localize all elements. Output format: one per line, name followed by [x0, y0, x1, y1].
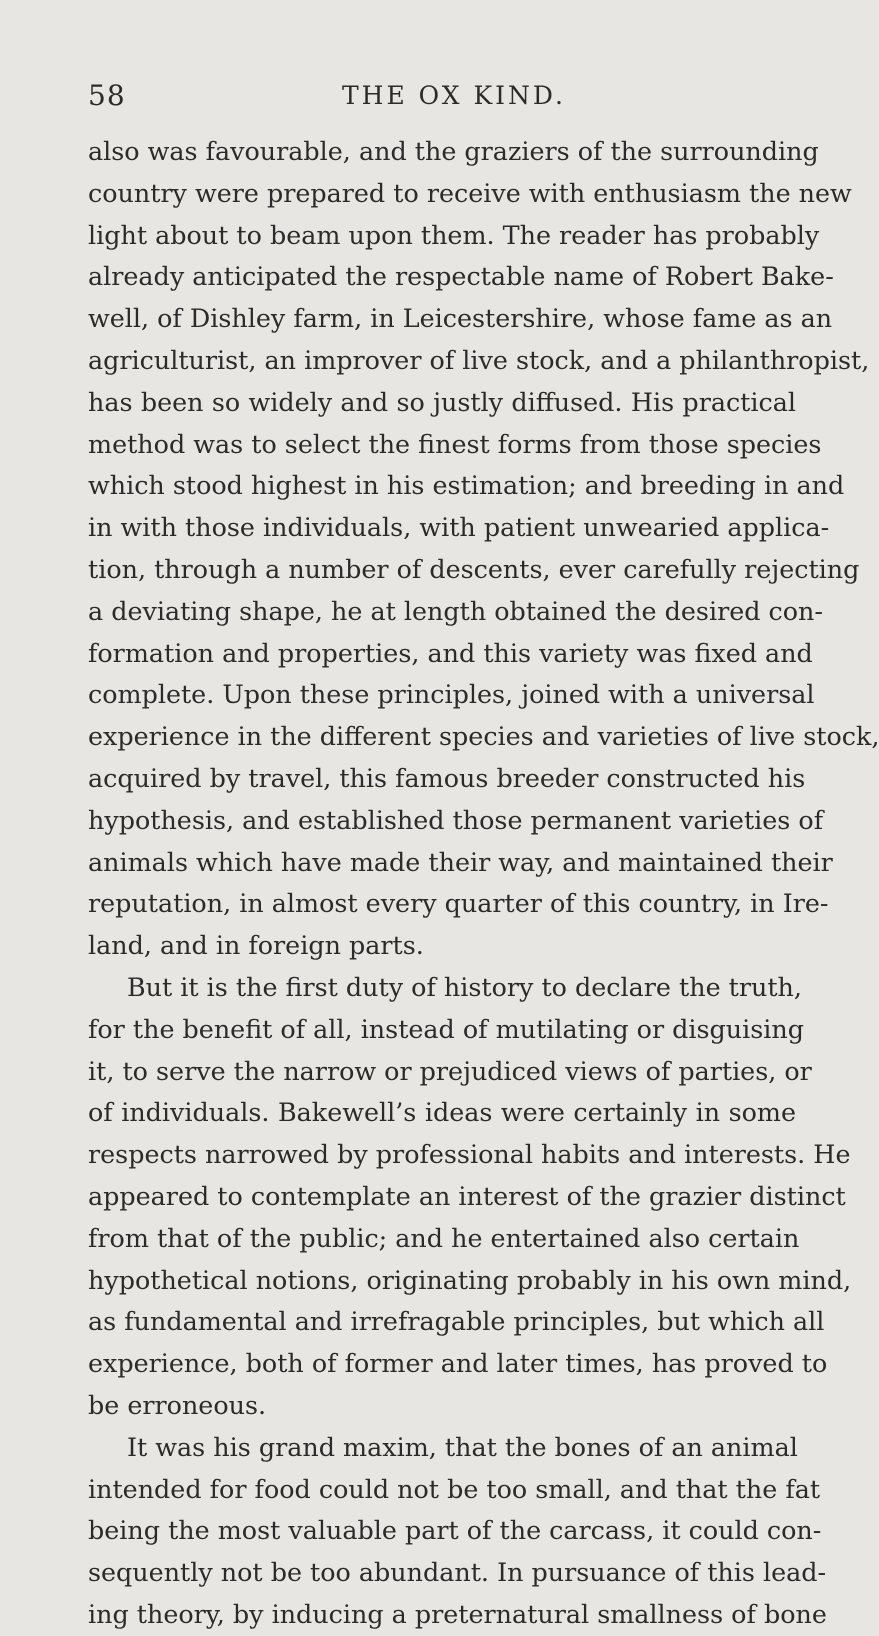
text-line: tion, through a number of descents, ever carefully rejecting — [88, 553, 860, 584]
text-line: acquired by travel, this famous breeder constructed his — [88, 762, 806, 793]
text-line: land, and in foreign parts. — [88, 930, 424, 961]
text-line: as fundamental and irrefragable principles, but which all — [88, 1306, 825, 1337]
text-line: which stood highest in his estimation; and breeding in and — [88, 470, 845, 501]
text-line: country were prepared to receive with enthusiasm the new — [88, 177, 852, 208]
text-line: appeared to contemplate an interest of the grazier distinct — [88, 1180, 846, 1211]
text-line: hypothesis, and established those permanent varieties of — [88, 804, 824, 835]
running-head — [0, 76, 800, 116]
text-line: complete. Upon these principles, joined with a universal — [88, 679, 815, 710]
text-line: hypothetical notions, originating probably in his own mind, — [88, 1264, 852, 1295]
page-number: 58 — [88, 79, 126, 112]
text-line: ing theory, by inducing a preternatural smallness of bone — [88, 1598, 827, 1629]
text-line: being the most valuable part of the carcass, it could con- — [88, 1515, 822, 1546]
text-line: But it is the first duty of history to declare the truth, — [127, 971, 802, 1002]
text-line: experience in the different species and varieties of live stock, — [88, 721, 879, 752]
text-line: It was his grand maxim, that the bones of an animal — [127, 1431, 798, 1462]
text-line: a deviating shape, he at length obtained the desired con- — [88, 595, 823, 626]
text-line: it, to serve the narrow or prejudiced views of parties, or — [88, 1055, 812, 1086]
text-line: for the benefit of all, instead of mutilating or disguising — [88, 1013, 805, 1044]
text-line: formation and properties, and this variety was fixed and — [88, 637, 813, 668]
text-line: animals which have made their way, and maintained their — [88, 846, 833, 877]
text-line: well, of Dishley farm, in Leicestershire, whose fame as an — [88, 303, 833, 334]
text-line: respects narrowed by professional habits and interests. He — [88, 1139, 851, 1170]
text-line: reputation, in almost every quarter of this country, in Ire- — [88, 888, 829, 919]
text-line: light about to beam upon them. The reader has probably — [88, 219, 820, 250]
text-line: method was to select the finest forms from those species — [88, 428, 822, 459]
text-line: intended for food could not be too small, and that the fat — [88, 1473, 821, 1504]
text-line: from that of the public; and he entertained also certain — [88, 1222, 800, 1253]
text-line: has been so widely and so justly diffused. His practical — [88, 386, 796, 417]
text-line: in with those individuals, with patient unwearied applica- — [88, 512, 830, 543]
text-line: be erroneous. — [88, 1389, 267, 1420]
text-line: of individuals. Bakewell’s ideas were certainly in some — [88, 1097, 796, 1128]
text-line: experience, both of former and later times, has proved to — [88, 1348, 828, 1379]
text-line: also was favourable, and the graziers of the surrounding — [88, 136, 819, 166]
text-line: agriculturist, an improver of live stock, and a philanthropist, — [88, 344, 870, 375]
text-line: sequently not be too abundant. In pursuance of this lead- — [88, 1557, 827, 1588]
text-line: already anticipated the respectable name of Robert Bake- — [88, 261, 834, 292]
body-text — [88, 131, 879, 1636]
running-head-title: THE OX KIND. — [342, 81, 567, 110]
